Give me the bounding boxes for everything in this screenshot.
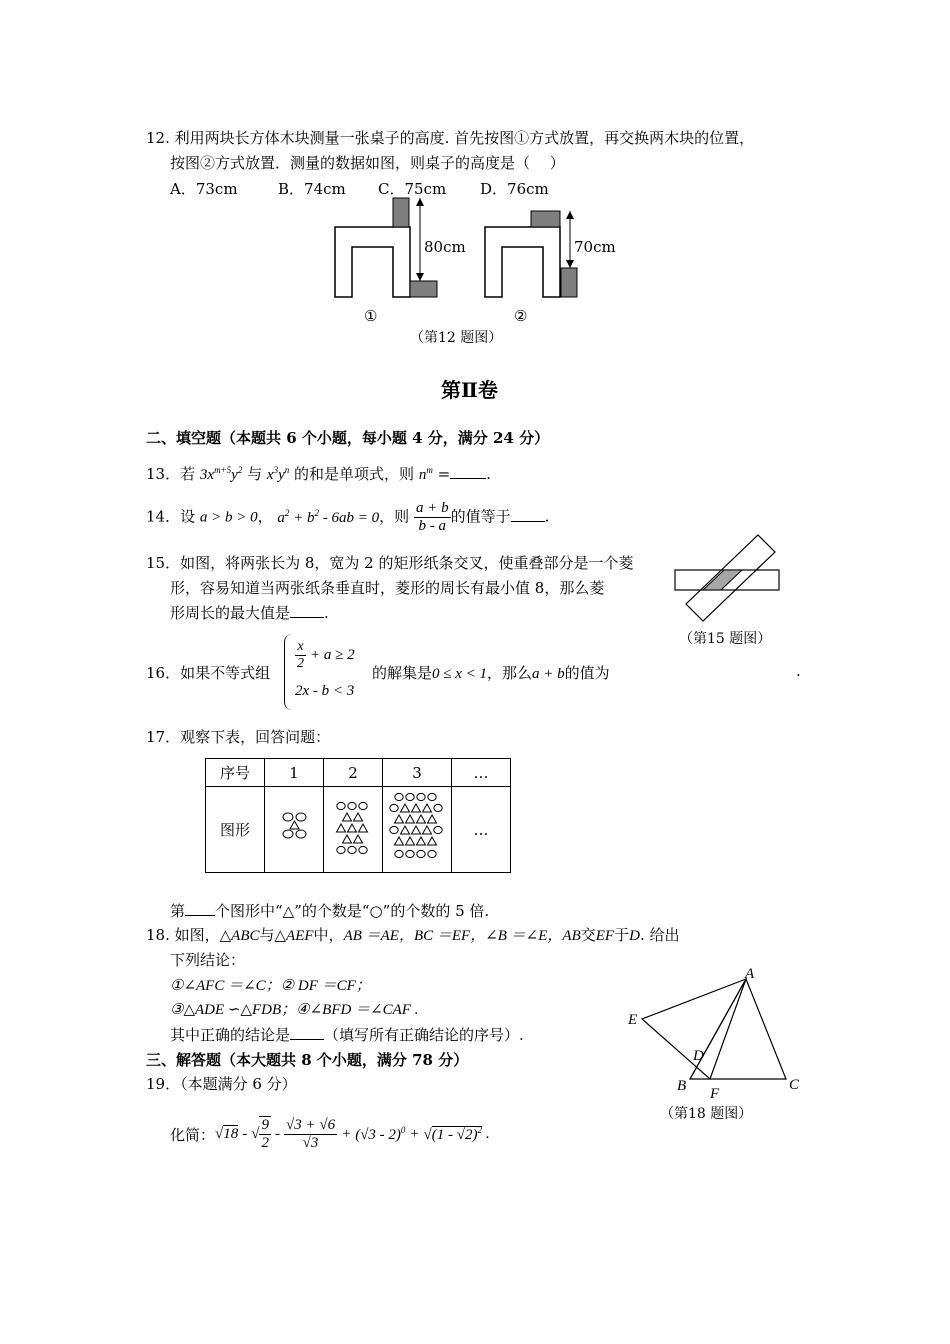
q17-header-cell: 序号 (206, 759, 265, 787)
q17-stem: 17．观察下表，回答问题： (146, 728, 331, 746)
q12-fig2-measure: 70cm (574, 238, 616, 256)
triangle-shape (423, 804, 432, 812)
circle-shape (434, 804, 442, 811)
circle-shape (348, 802, 356, 809)
q13-pre: 若 (180, 465, 196, 483)
q13-term1: $3x^{m+5}y^2$ (199, 465, 243, 483)
q18-tri1: △ABC (219, 928, 260, 944)
q18-label-a: A (745, 966, 755, 982)
q13-term2: $x^3y^n$ (266, 465, 290, 483)
q14-answer-blank[interactable] (511, 507, 545, 522)
q14-then: ，则 (379, 507, 410, 526)
q13 (146, 463, 491, 484)
q18-line1-tail: 交 (580, 926, 596, 944)
q12-line2: 按图②方式放置．测量的数据如图，则桌子的高度是（ ） (170, 154, 565, 172)
q12-fig1-number: ① (364, 307, 378, 325)
triangle-shape (401, 804, 410, 812)
triangle-shape (428, 837, 437, 845)
q17-figure-3 (383, 787, 452, 873)
circle-shape (359, 846, 367, 853)
q17-figure-row (206, 787, 511, 873)
q18-conclusion-1-2: ①∠AFC ＝∠C；② DF ＝CF； (170, 978, 371, 994)
q18-ef: EF (595, 928, 615, 944)
q15-caption: （第15 题图） (679, 631, 772, 647)
q13-num: 13． (146, 465, 181, 483)
q16 (146, 662, 270, 683)
q18-d: D (629, 928, 640, 944)
q17-header-cell: 3 (383, 759, 452, 787)
q16-num: 16．如果不等式组 (146, 664, 271, 682)
q18-label-d: D (693, 1048, 704, 1064)
circle-shape (395, 793, 403, 800)
q14-cond1: a > b > 0 (199, 509, 258, 526)
q18-line1-post: 中， (313, 926, 344, 944)
triangle-shape (412, 826, 421, 834)
q17-answer-post: 个图形中“△”的个数是“○”的个数的 5 倍. (215, 902, 490, 920)
q18-answer-blank[interactable] (290, 1025, 324, 1040)
q15-dot: . (324, 604, 329, 622)
q16-tail (372, 662, 610, 683)
q17-figure-1 (265, 787, 324, 873)
q18-label-b: B (677, 1078, 687, 1094)
triangle-shape (395, 837, 404, 845)
circle-shape (406, 850, 414, 857)
q17-figure-1-art (274, 808, 314, 848)
q17-answer-blank[interactable] (185, 901, 215, 916)
q19-note: （本题满分 6 分） (180, 1075, 297, 1093)
q17-figure-3-art (387, 790, 447, 866)
triangle-shape (348, 824, 357, 832)
q14-pre: 设 (180, 507, 196, 526)
q17-figure-2-art (331, 798, 375, 858)
triangle-shape (354, 813, 363, 821)
triangle-shape (412, 804, 421, 812)
q18-line2: 下列结论： (170, 951, 246, 969)
circle-shape (428, 850, 436, 857)
q19-math: √18 - √ $\frac{9}{2}$ - $\frac{√3 + √6}{√3}$ + (√3 - 2)$^0$ + √(1 - √2)$^2$ . (215, 1116, 490, 1151)
q18-conds: AB ＝AE，BC ＝EF，∠B ＝∠E，AB (343, 928, 581, 944)
q18-label-c: C (789, 1077, 800, 1093)
triangle-shape (423, 826, 432, 834)
q12-option-c: C．75cm (378, 180, 447, 198)
q16-solution: 0 ≤ x < 1 (432, 666, 488, 682)
circle-shape (337, 846, 345, 853)
q18-answer-pre: 其中正确的结论是 (170, 1026, 291, 1044)
q18-line1 (146, 924, 680, 945)
q14-dot: . (544, 507, 550, 526)
q14-cond2-expr: $a^2 + b^2 - 6ab = 0$ (277, 507, 380, 526)
circle-shape (359, 802, 367, 809)
part2-heading: 二、填空题（本题共 6 个小题，每小题 4 分，满分 24 分） (146, 429, 550, 447)
q17-row-ellipsis: … (452, 787, 511, 873)
triangle-shape (354, 835, 363, 843)
triangle-shape (395, 815, 404, 823)
q13-answer-blank[interactable] (450, 464, 486, 479)
q15-line2: 形，容易知道当两张纸条垂直时，菱形的周长有最小值 8，那么菱 (170, 579, 605, 597)
q17-header-cell: 1 (265, 759, 324, 787)
triangle-shape (337, 824, 346, 832)
q18-line1-mid: 与 (259, 926, 275, 944)
circle-shape (390, 804, 398, 811)
q17-answer (170, 900, 489, 921)
triangle-shape (359, 824, 368, 832)
q18-line1-give: . 给出 (639, 926, 680, 944)
circle-shape (395, 850, 403, 857)
circle-shape (390, 826, 398, 833)
q19-pre: 化简： (170, 1125, 216, 1144)
q15-line1: 15．如图，将两张长为 8，宽为 2 的矩形纸条交叉，使重叠部分是一个菱 (146, 554, 634, 572)
q19-num: 19． (146, 1075, 181, 1093)
q12-fig1-measure: 80cm (424, 238, 466, 256)
q18-answer (170, 1024, 524, 1045)
part3-heading: 三、解答题（本大题共 8 个小题，满分 78 分） (146, 1051, 469, 1069)
q12-fig2-number: ② (514, 307, 528, 325)
q13-mid: 与 (247, 465, 263, 483)
q17-row-label: 图形 (206, 787, 265, 873)
triangle-shape (406, 815, 415, 823)
q17-header-cell: … (452, 759, 511, 787)
circle-shape (417, 793, 425, 800)
section-title: 第Ⅱ卷 (441, 378, 498, 402)
q14-num: 14． (146, 507, 181, 526)
triangle-shape (428, 815, 437, 823)
q17-answer-pre: 第 (170, 902, 186, 920)
triangle-shape (406, 837, 415, 845)
q18-caption: （第18 题图） (660, 1106, 753, 1122)
q19-expression (170, 1108, 490, 1160)
circle-shape (348, 846, 356, 853)
q18-tri2: △AEF (274, 928, 314, 944)
triangle-shape (343, 813, 352, 821)
q12-option-d: D．76cm (480, 180, 549, 198)
q13-post: 的和是单项式，则 (294, 465, 415, 483)
q16-end: 的值为 (564, 664, 610, 682)
q14-post: 的值等于 (450, 507, 511, 526)
q17-header-cell: 2 (324, 759, 383, 787)
q15-answer-blank[interactable] (290, 603, 324, 618)
circle-shape (417, 850, 425, 857)
q15-line3 (170, 602, 329, 623)
q15-figure (670, 532, 785, 624)
q12-line1: 12. 利用两块长方体木块测量一张桌子的高度. 首先按图①方式放置，再交换两木块的位置， (146, 129, 755, 147)
circle-shape (337, 802, 345, 809)
triangle-shape (417, 837, 426, 845)
q16-mid: 的解集是 (372, 664, 433, 682)
q16-dot: . (796, 662, 801, 680)
circle-shape (434, 826, 442, 833)
q19-header (146, 1073, 297, 1094)
q12-caption: （第12 题图） (410, 330, 503, 346)
triangle-shape (343, 835, 352, 843)
circle-shape (428, 793, 436, 800)
q18-line1-end: 于 (614, 926, 630, 944)
q12-option-b: B．74cm (278, 180, 346, 198)
q17-figure-2 (324, 787, 383, 873)
q16-post: ，那么 (487, 664, 533, 682)
q17-header-row (206, 759, 511, 787)
triangle-shape (417, 815, 426, 823)
q17-table (205, 758, 511, 873)
q18-label-f: F (710, 1086, 720, 1102)
q16-system: $\frac{x}{2}$ + a ≥ 2 2x - b < 3 (284, 634, 355, 710)
q15-line3-text: 形周长的最大值是 (170, 604, 291, 622)
q18-line1-pre: 18. 如图， (146, 926, 220, 944)
q18-label-e: E (628, 1012, 638, 1028)
triangle-shape (401, 826, 410, 834)
q12-option-a: A．73cm (170, 180, 238, 198)
circle-shape (406, 793, 414, 800)
q13-dot: . (486, 465, 491, 483)
q14-fraction: $\frac{a + b}{b - a}$ (415, 500, 449, 534)
q18-answer-post: （填写所有正确结论的序号）. (324, 1026, 524, 1044)
q14: 14．设 a > b > 0， $a^2 + b^2 - 6ab = 0$，则 $\frac{a + b}{b - a}$ 的值等于 . (146, 500, 550, 534)
q16-expr: a + b (532, 666, 565, 682)
q13-eq: = (437, 465, 451, 483)
q13-expr: $n^m$ (418, 465, 433, 483)
q18-conclusion-3-4: ③△ADE ∽△FDB；④∠BFD ＝∠CAF . (170, 1002, 419, 1018)
